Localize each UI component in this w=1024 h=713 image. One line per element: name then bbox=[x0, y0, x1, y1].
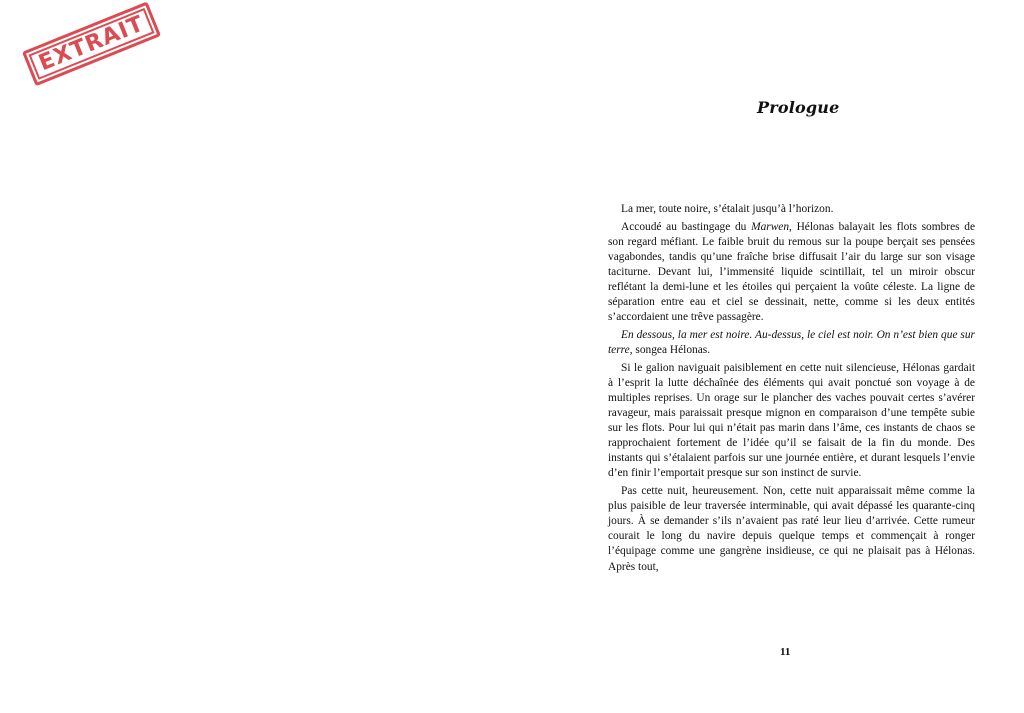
paragraph-text: , Hélonas balayait les flots sombres de son regard méfiant. Le faible bruit du remous sur la poupe berçait ses pensées vagabondes, tandis qu’une fraîche brise diffusait l’air du large sur son visage taciturne. Devant lui, l’immensité liquide scintillait, tel un miroir obscur reflétant la demi-lune et les étoiles qui perçaient la voûte céleste. La ligne de séparation entre eau et ciel se dessinait, nette, comme si les deux entités s’accordaient une trêve passagère. bbox=[608, 220, 975, 324]
ship-name: Marwen bbox=[751, 220, 790, 233]
right-page bbox=[512, 0, 1024, 713]
paragraph-text: , songea Hélonas. bbox=[629, 344, 711, 357]
paragraph bbox=[608, 220, 975, 326]
paragraph-text: Accoudé au bastingage du bbox=[621, 220, 752, 233]
paragraph-text: Pas cette nuit, heureusement. Non, cette nuit apparaissait même comme la plus paisible de leur traversée interminable, qui avait dépassé les quarante-cinq jours. À se demander s’ils n’avaient pas raté leur lieu d’arrivée. Cette rumeur courait le long du navire depuis quelque temps et commençait à ronger l’équipage comme une gangrène insidieuse, ce qui ne plaisait pas à Hélonas. Après tout, bbox=[608, 485, 975, 573]
paragraph bbox=[608, 361, 975, 482]
paragraph bbox=[608, 484, 975, 575]
paragraph bbox=[608, 328, 975, 358]
paragraph-text: Si le galion naviguait paisiblement en cette nuit silencieuse, Hélonas gardait à l’esprit la lutte déchaînée des éléments qui avait ponctué son voyage à de multiples reprises. Un orage sur le plancher des vaches pouvait certes s’avérer ravageur, mais paraissait presque mignon en comparaison d’une tempête subie sur les flots. Pour lui qui n’était pas marin dans l’âme, ces instants de chaos se rapprochaient fortement de l’idée qu’il se faisait de la fin du monde. Des instants qui s’étalaient parfois sur une journée entière, et durant lesquels l’envie d’en finir l’emportait presque sur son instinct de survie. bbox=[608, 361, 975, 480]
extrait-stamp: EXTRAIT bbox=[22, 1, 161, 86]
page-number: 11 bbox=[780, 646, 791, 658]
chapter-title: Prologue bbox=[757, 98, 840, 117]
italic-thought: En dessous, la mer est noire. Au-dessus, le ciel est noir. On n’est bien que sur terre bbox=[608, 328, 975, 357]
paragraph bbox=[608, 202, 975, 217]
paragraph-text: La mer, toute noire, s’étalait jusqu’à l’horizon. bbox=[621, 203, 834, 215]
body-text bbox=[608, 202, 975, 577]
